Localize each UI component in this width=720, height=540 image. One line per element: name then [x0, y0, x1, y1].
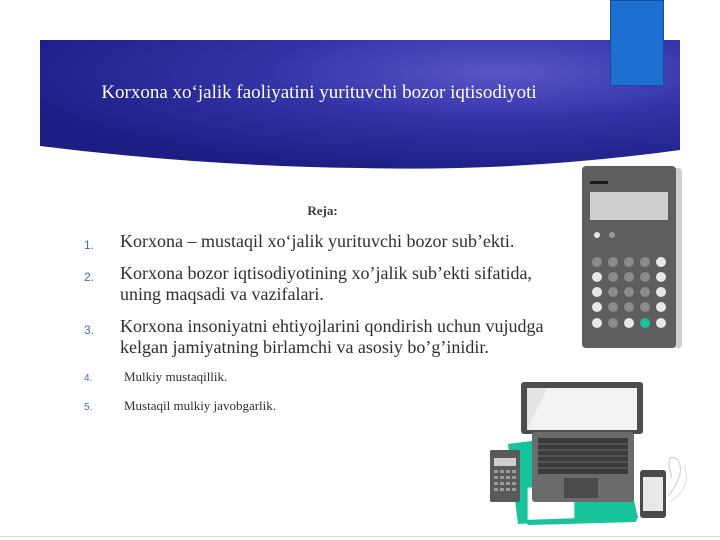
slide-title: Korxona xo‘jalik faoliyatini yurituvchi bozor iqtisodiyoti [101, 82, 537, 103]
item-text: Korxona – mustaqil xo‘jalik yurituvchi bozor sub’ekti. [120, 231, 515, 251]
item-number: 3. [84, 323, 95, 337]
item-text: Korxona insoniyatni ehtiyojlarini qondirish uchun vujudga kelgan jamiyatning birlamchi va asosiy bo’g’inidir. [120, 316, 544, 357]
footer-divider [0, 536, 720, 537]
calculator-illustration [582, 166, 684, 350]
item-text: Mustaqil mulkiy javobgarlik. [124, 398, 277, 413]
agenda-item [84, 369, 554, 385]
agenda-heading: Reja: [307, 203, 338, 218]
agenda-item [84, 231, 554, 252]
agenda-list [84, 231, 554, 427]
item-number: 5. [84, 402, 93, 413]
item-number: 4. [84, 373, 93, 384]
item-number: 1. [84, 238, 95, 252]
bookmark-ribbon [610, 0, 664, 86]
agenda-item [84, 398, 554, 414]
agenda-item [84, 263, 554, 305]
agenda-item [84, 316, 554, 358]
item-text: Mulkiy mustaqillik. [124, 369, 228, 384]
item-number: 2. [84, 270, 95, 284]
laptop-phone-illustration [488, 378, 708, 534]
item-text: Korxona bozor iqtisodiyotining xo’jalik sub’ekti sifatida, uning maqsadi va vazifalari. [120, 263, 532, 304]
